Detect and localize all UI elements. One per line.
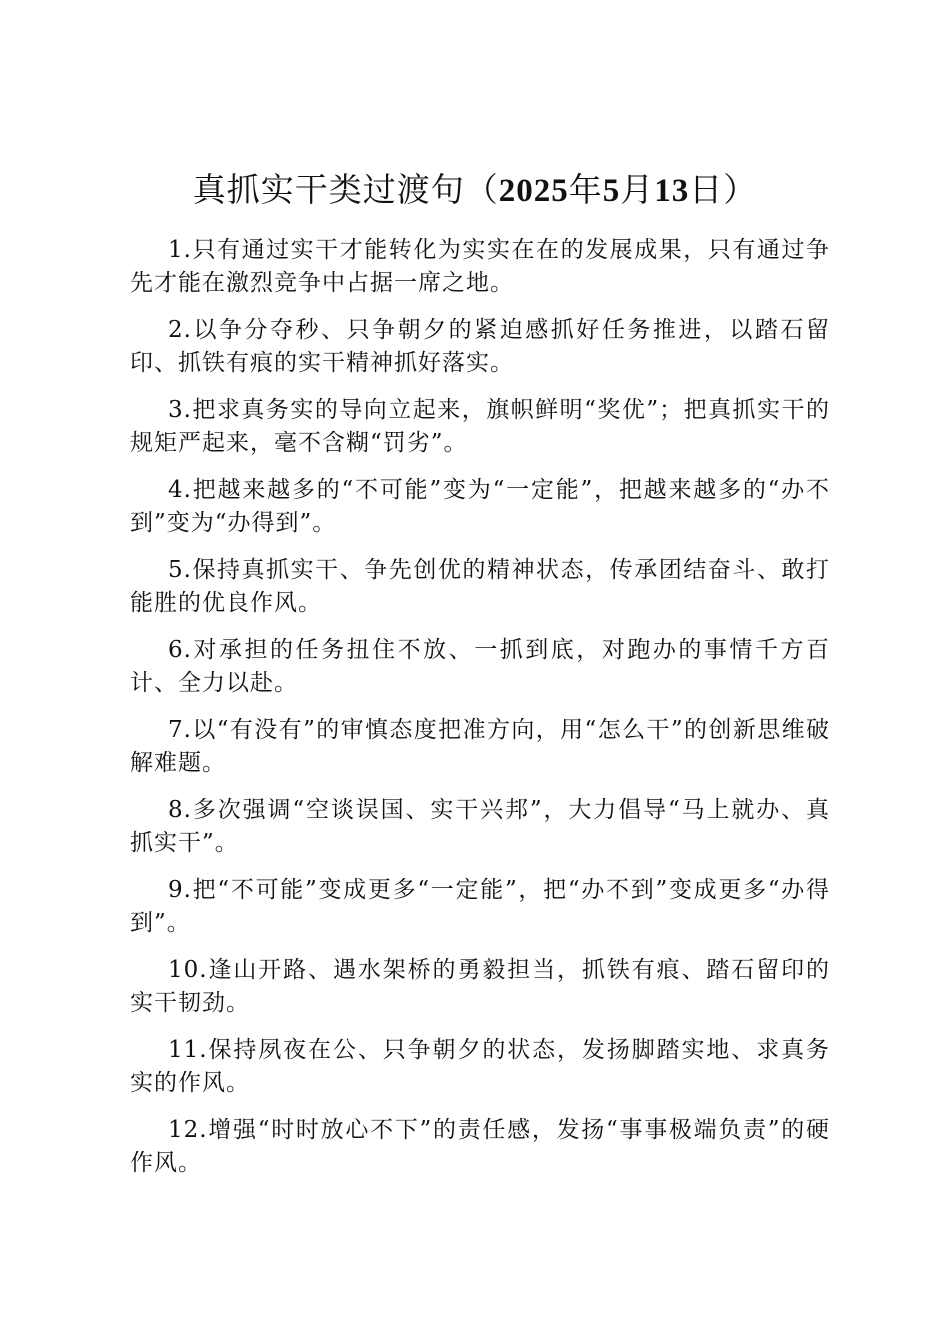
- paragraph-6: 6.对承担的任务扭住不放、一抓到底，对跑办的事情千方百计、全力以赴。: [130, 637, 830, 696]
- paragraph-9: 9.把“不可能”变成更多“一定能”，把“办不到”变成更多“办得到”。: [130, 877, 830, 936]
- paragraph-1: 1.只有通过实干才能转化为实实在在的发展成果，只有通过争先才能在激烈竞争中占据一席之地。: [130, 237, 830, 296]
- document-body: [130, 234, 830, 1194]
- title-year: 2025: [498, 173, 569, 209]
- title-year-unit: 年: [568, 170, 603, 209]
- paragraph-2: 2.以争分夺秒、只争朝夕的紧迫感抓好任务推进，以踏石留印、抓铁有痕的实干精神抓好落实。: [130, 317, 830, 376]
- paragraph-5: 5.保持真抓实干、争先创优的精神状态，传承团结奋斗、敢打能胜的优良作风。: [130, 557, 830, 616]
- title-month-unit: 月: [620, 170, 655, 209]
- title-prefix: 真抓实干类过渡句（: [192, 170, 499, 209]
- title-month: 5: [602, 173, 621, 209]
- paragraph-8: 8.多次强调“空谈误国、实干兴邦”，大力倡导“马上就办、真抓实干”。: [130, 797, 830, 856]
- paragraph-12: 12.增强“时时放心不下”的责任感，发扬“事事极端负责”的硬作风。: [130, 1117, 830, 1176]
- paragraph-4: 4.把越来越多的“不可能”变为“一定能”，把越来越多的“办不到”变为“办得到”。: [130, 477, 830, 536]
- title-day-unit: 日）: [689, 170, 758, 209]
- paragraph-3: 3.把求真务实的导向立起来，旗帜鲜明“奖优”；把真抓实干的规矩严起来，毫不含糊“罚劣”。: [130, 397, 830, 456]
- page-title: [0, 168, 950, 213]
- paragraph-10: 10.逢山开路、遇水架桥的勇毅担当，抓铁有痕、踏石留印的实干韧劲。: [130, 957, 830, 1016]
- paragraph-11: 11.保持夙夜在公、只争朝夕的状态，发扬脚踏实地、求真务实的作风。: [130, 1037, 830, 1096]
- title-day: 13: [654, 173, 690, 209]
- paragraph-7: 7.以“有没有”的审慎态度把准方向，用“怎么干”的创新思维破解难题。: [130, 717, 830, 776]
